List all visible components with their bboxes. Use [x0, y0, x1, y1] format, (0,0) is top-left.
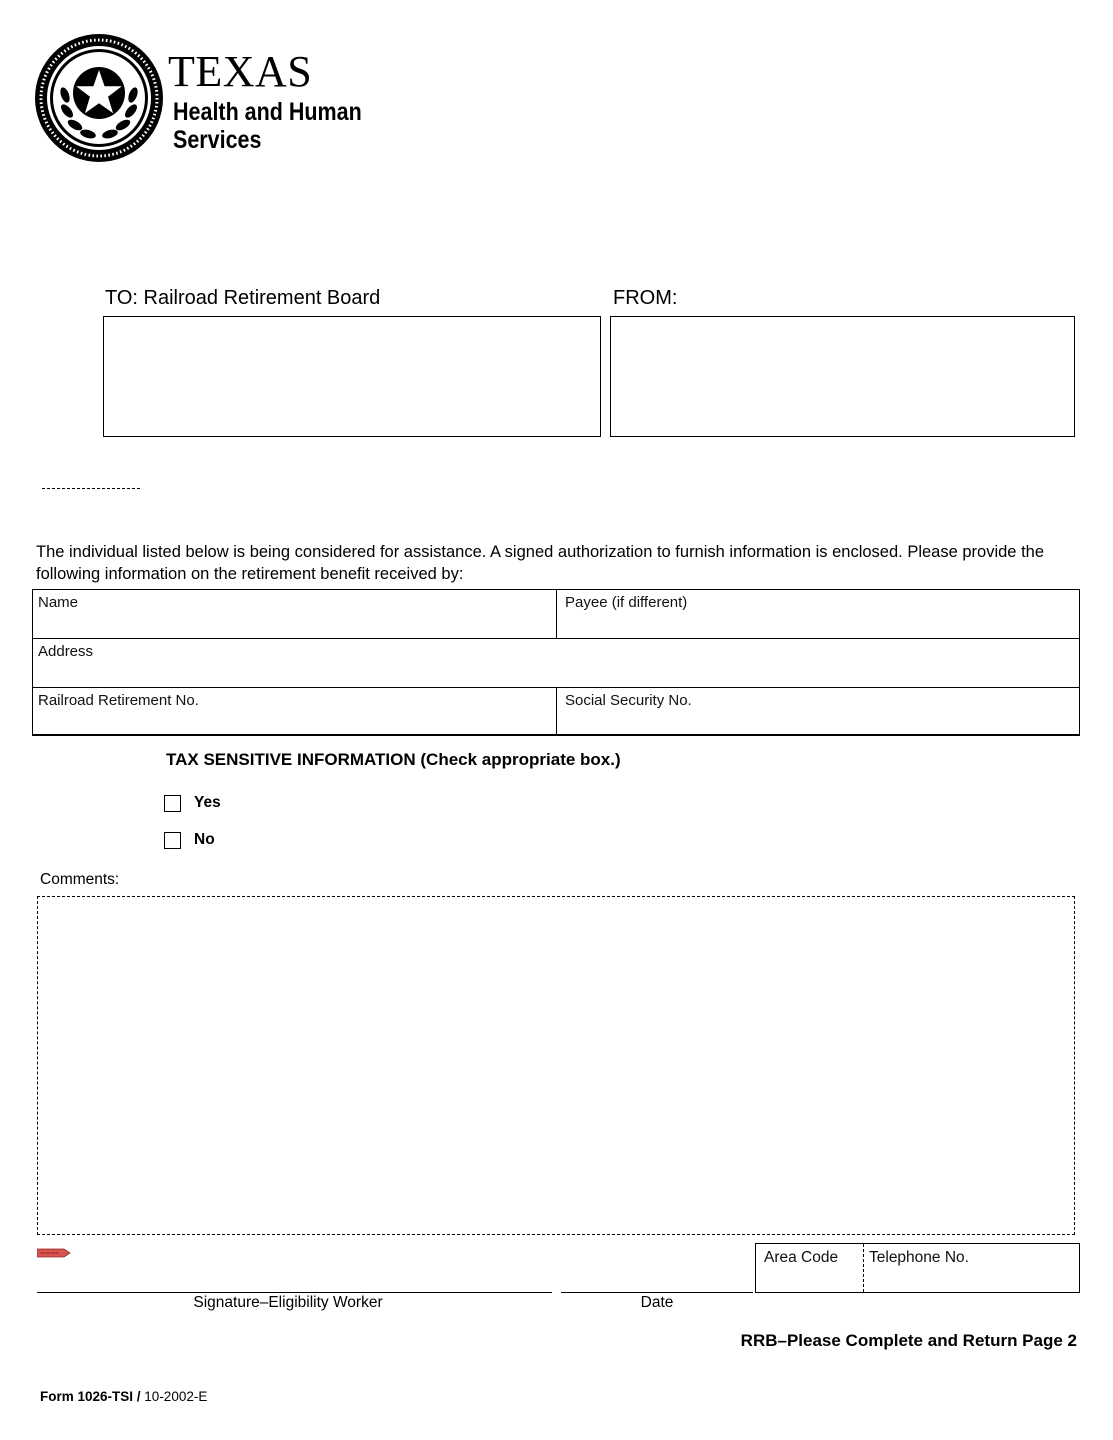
brand-line-1: Health and Human	[173, 98, 362, 126]
sign-here-flag-icon	[37, 1248, 71, 1258]
address-field-label: Address	[38, 643, 94, 660]
to-address-box[interactable]	[103, 316, 601, 437]
from-label: FROM:	[613, 287, 678, 309]
area-code-field[interactable]	[756, 1244, 862, 1292]
date-line[interactable]	[561, 1292, 753, 1293]
to-label: TO: Railroad Retirement Board	[105, 287, 381, 309]
form-separator: /	[133, 1389, 145, 1404]
address-field[interactable]	[33, 639, 1079, 686]
tax-sensitive-title: TAX SENSITIVE INFORMATION (Check appropriate box.)	[166, 750, 621, 769]
telephone-field[interactable]	[864, 1244, 1079, 1292]
tax-yes-checkbox[interactable]	[164, 795, 181, 812]
from-address-box[interactable]	[610, 316, 1075, 437]
comments-label: Comments:	[40, 871, 120, 888]
telephone-label: Telephone No.	[869, 1249, 969, 1266]
form-date: 10-2002-E	[144, 1389, 208, 1404]
signature-line[interactable]	[37, 1292, 552, 1293]
railroad-no-field[interactable]	[33, 688, 555, 734]
intro-text: The individual listed below is being considered for assistance. A signed authorization to furnish information is enclosed. Please provide the following information on the retirement benefit received by:	[36, 543, 1045, 583]
ssn-field-label: Social Security No.	[565, 692, 692, 709]
payee-field-label: Payee (if different)	[565, 594, 688, 611]
form-identifier	[40, 1389, 207, 1404]
form-number: Form 1026-TSI	[40, 1389, 134, 1404]
payee-field[interactable]	[557, 590, 1079, 637]
ssn-field[interactable]	[557, 688, 1079, 734]
dashed-divider	[42, 488, 140, 489]
texas-hhs-seal-icon	[34, 33, 164, 163]
name-field-label: Name	[38, 594, 79, 611]
name-field[interactable]	[33, 590, 555, 637]
signature-label: Signature–Eligibility Worker	[193, 1294, 383, 1311]
railroad-no-field-label: Railroad Retirement No.	[38, 692, 199, 709]
tax-yes-label: Yes	[194, 794, 221, 811]
comments-textarea[interactable]	[37, 896, 1075, 1235]
tax-no-checkbox[interactable]	[164, 832, 181, 849]
area-code-label: Area Code	[764, 1249, 839, 1266]
return-instruction: RRB–Please Complete and Return Page 2	[740, 1331, 1077, 1350]
date-label: Date	[640, 1294, 674, 1311]
brand-state: TEXAS	[168, 47, 313, 96]
tax-no-label: No	[194, 831, 215, 848]
brand-line-2: Services	[173, 126, 262, 154]
